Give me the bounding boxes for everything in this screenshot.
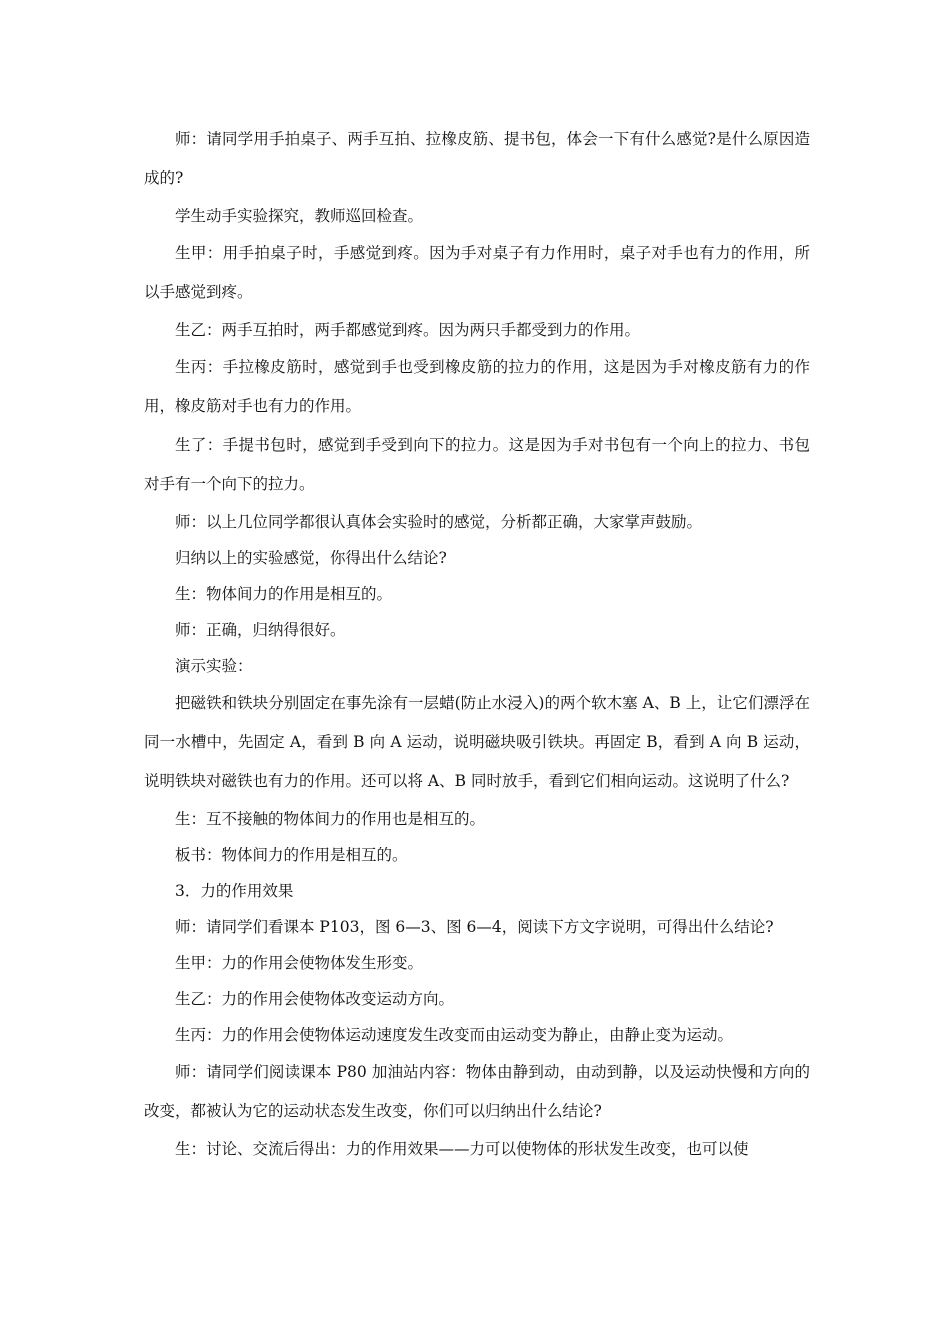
paragraph: 生甲：用手拍桌子时，手感觉到疼。因为手对桌子有力作用时，桌子对手也有力的作用，所以手感觉到疼。 — [144, 244, 810, 301]
paragraph: 归纳以上的实验感觉，你得出什么结论? — [175, 549, 447, 567]
paragraph: 生了：手提书包时，感觉到手受到向下的拉力。这是因为手对书包有一个向上的拉力、书包对手有一个向下的拉力。 — [144, 436, 810, 493]
paragraph: 板书：物体间力的作用是相互的。 — [175, 846, 408, 864]
paragraph: 生乙：两手互拍时，两手都感觉到疼。因为两只手都受到力的作用。 — [175, 321, 641, 339]
paragraph: 生乙：力的作用会使物体改变运动方向。 — [175, 990, 455, 1008]
paragraph: 师：正确，归纳得很好。 — [175, 621, 346, 639]
paragraph: 生丙：力的作用会使物体运动速度发生改变而由运动变为静止，由静止变为运动。 — [175, 1026, 734, 1044]
paragraph: 生：互不接触的物体间力的作用也是相互的。 — [175, 810, 486, 828]
paragraph: 把磁铁和铁块分别固定在事先涂有一层蜡(防止水浸入)的两个软木塞 A、B 上，让它们漂浮在同一水槽中，先固定 A，看到 B 向 A 运动，说明磁块吸引铁块。再固定 B，看到 A 向 B 运动，说明铁块对磁铁也有力的作用。还可以将 A、B 同时放手，看到它们相向运动。这说明了什么? — [144, 694, 810, 790]
paragraph: 生：讨论、交流后得出：力的作用效果——力可以使物体的形状发生改变，也可以使 — [175, 1140, 749, 1158]
paragraph: 学生动手实验探究，教师巡回检查。 — [175, 207, 424, 225]
paragraph: 生甲：力的作用会使物体发生形变。 — [175, 954, 424, 972]
paragraph: 生：物体间力的作用是相互的。 — [175, 585, 393, 603]
paragraph: 生丙：手拉橡皮筋时，感觉到手也受到橡皮筋的拉力的作用，这是因为手对橡皮筋有力的作用，橡皮筋对手也有力的作用。 — [144, 358, 810, 415]
paragraph: 演示实验： — [175, 657, 253, 675]
paragraph: 师：请同学们看课本 P103，图 6—3、图 6—4，阅读下方文字说明，可得出什么结论? — [175, 918, 774, 936]
paragraph: 师：请同学们阅读课本 P80 加油站内容：物体由静到动，由动到静，以及运动快慢和方向的改变，都被认为它的运动状态发生改变，你们可以归纳出什么结论? — [144, 1063, 810, 1120]
section-heading: 3．力的作用效果 — [175, 882, 294, 900]
paragraph: 师：请同学用手拍桌子、两手互拍、拉橡皮筋、提书包，体会一下有什么感觉?是什么原因造成的? — [144, 130, 810, 187]
document-body — [144, 120, 810, 1167]
paragraph: 师：以上几位同学都很认真体会实验时的感觉，分析都正确，大家掌声鼓励。 — [175, 513, 703, 531]
